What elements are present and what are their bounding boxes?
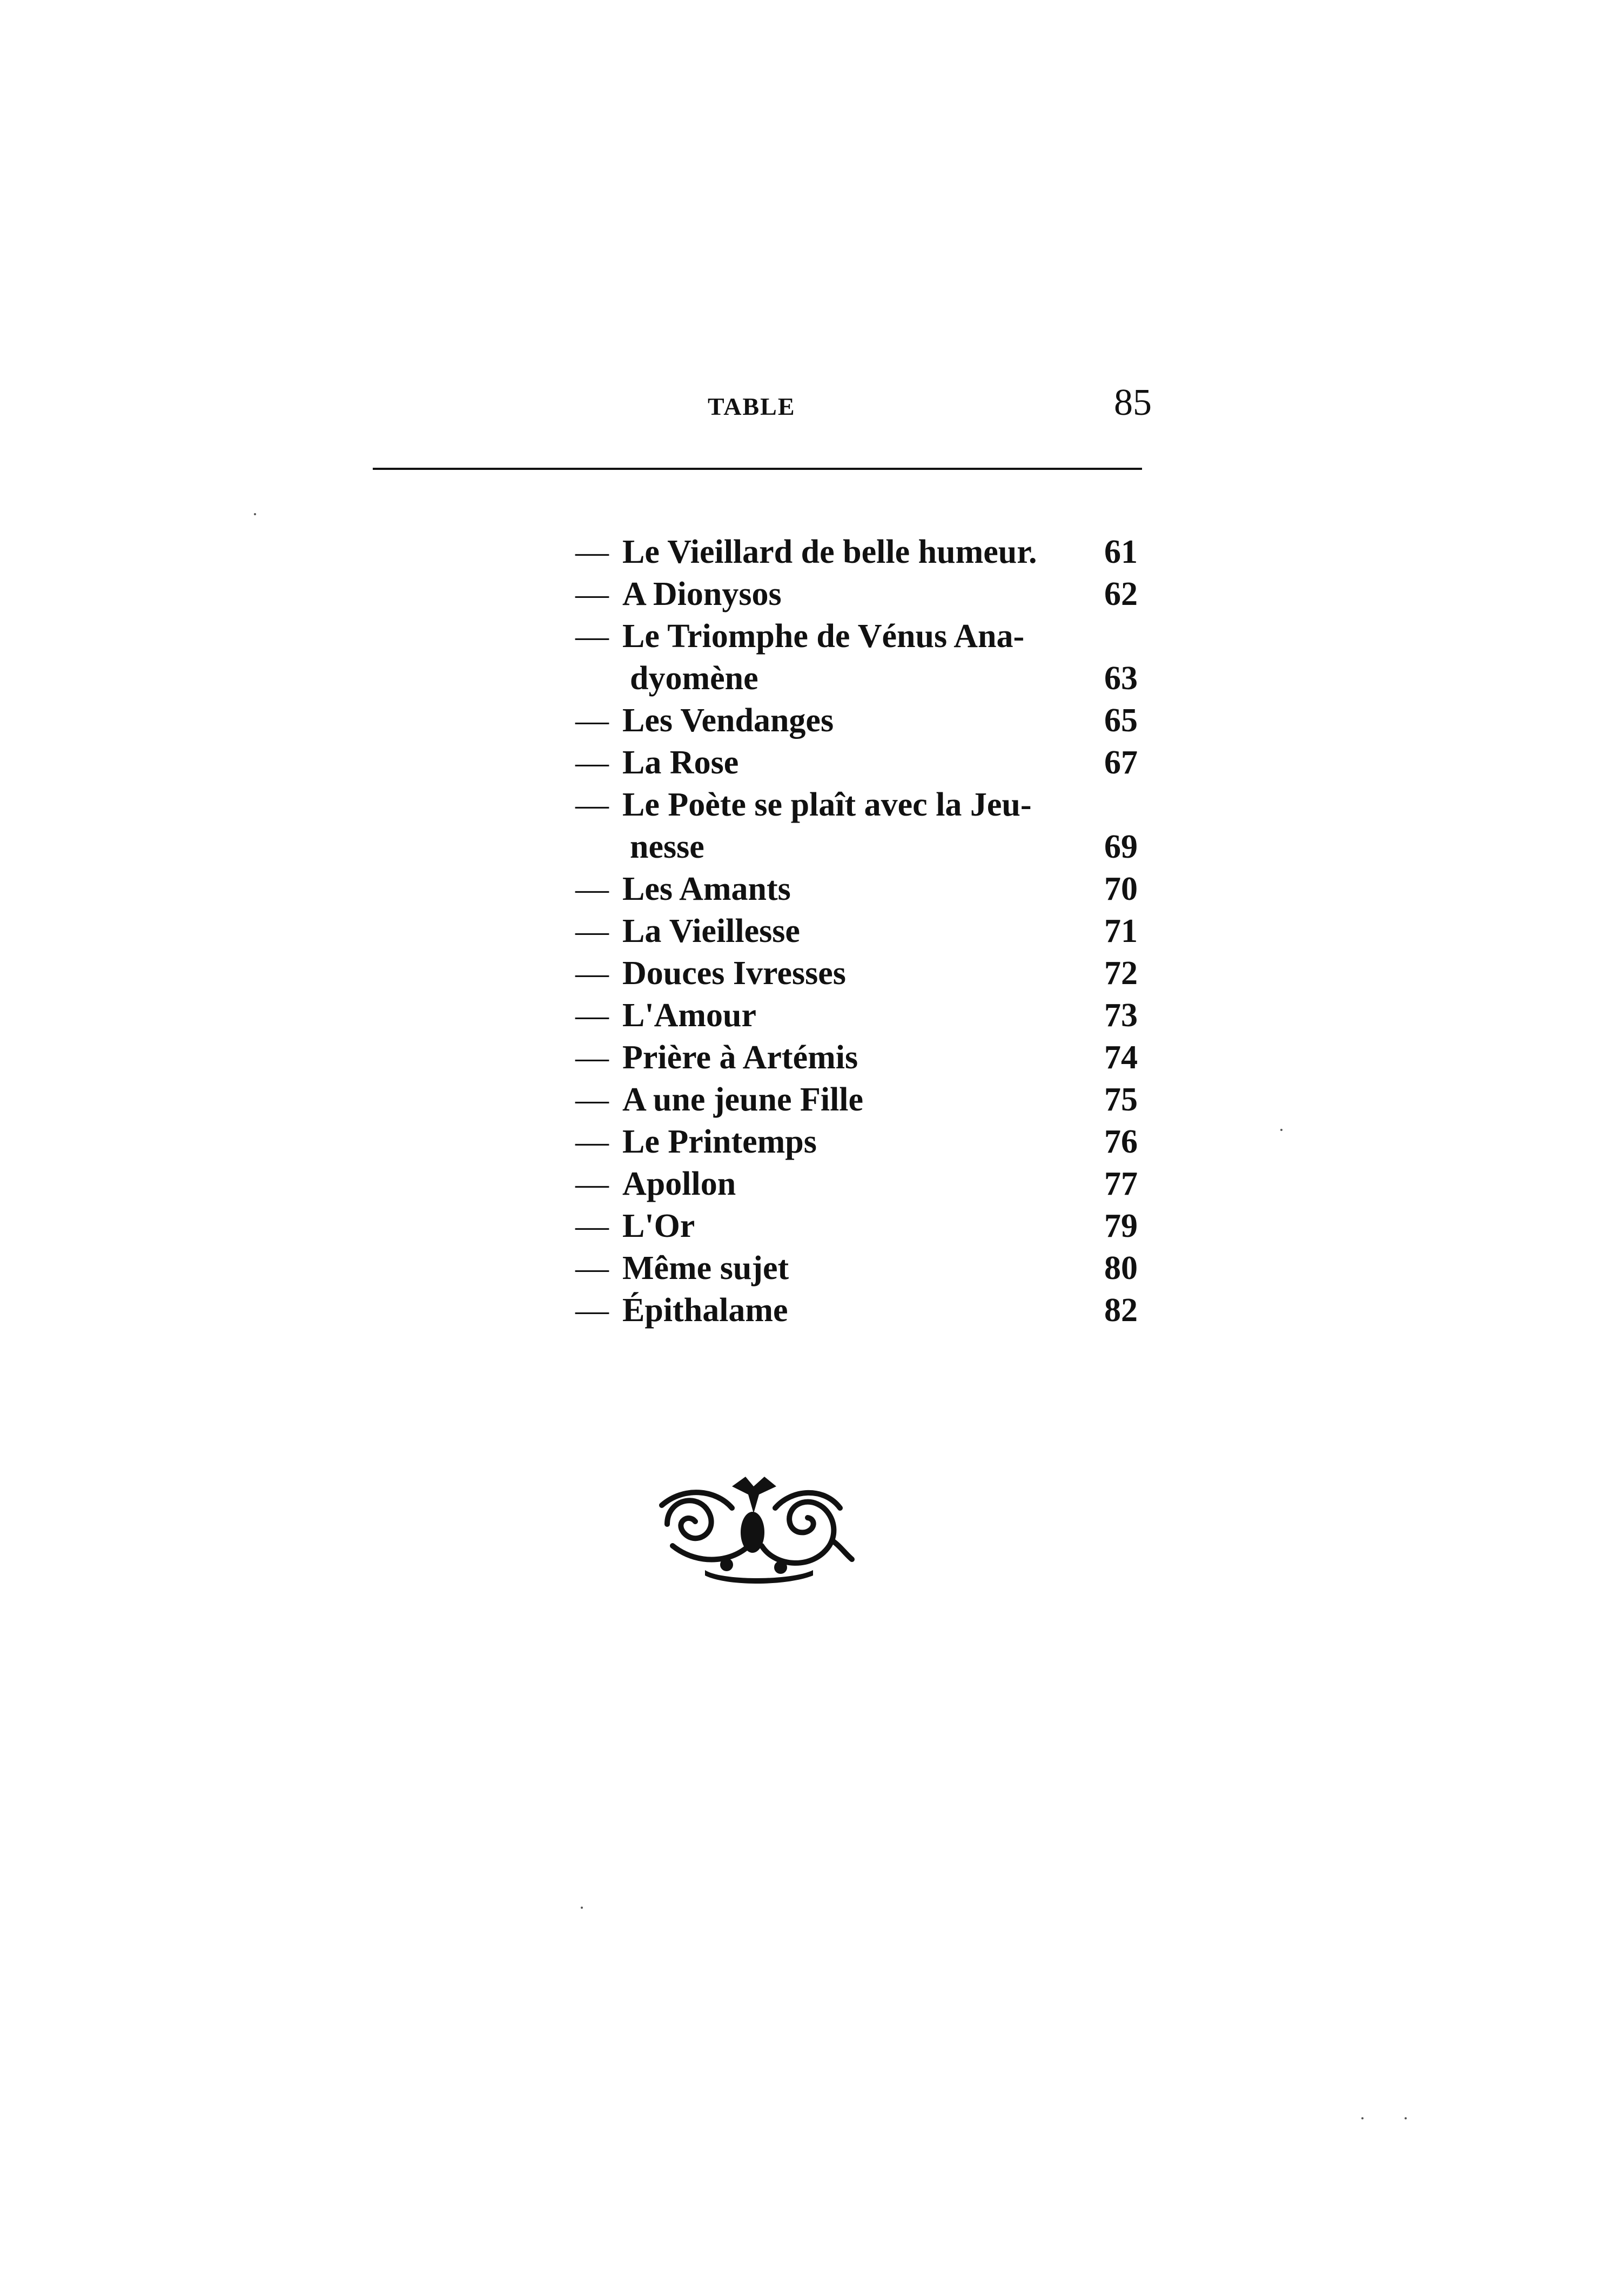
toc-title: Le Vieillard de belle humeur. bbox=[622, 534, 1037, 570]
header-rule bbox=[373, 468, 1142, 470]
toc-dash: — bbox=[575, 534, 609, 570]
toc-title: Épithalame bbox=[622, 1292, 788, 1329]
toc-title: L'Or bbox=[622, 1208, 695, 1244]
toc-title: Prière à Artémis bbox=[622, 1039, 858, 1076]
toc-title: La Vieillesse bbox=[622, 913, 800, 950]
toc-title: A Dionysos bbox=[622, 576, 782, 612]
toc-page-number: 67 bbox=[1104, 744, 1138, 781]
toc-dash: — bbox=[575, 1292, 609, 1329]
toc-title: Douces Ivresses bbox=[622, 955, 846, 992]
toc-dash: — bbox=[575, 1081, 609, 1118]
scan-speck bbox=[254, 513, 256, 515]
scroll-ornament-icon bbox=[651, 1465, 859, 1584]
toc-page-number: 69 bbox=[1104, 829, 1138, 865]
scan-speck bbox=[1280, 1129, 1282, 1131]
toc-title: Le Printemps bbox=[622, 1123, 817, 1160]
toc-dash: — bbox=[575, 955, 609, 992]
toc-dash: — bbox=[575, 1039, 609, 1076]
scan-speck bbox=[1405, 2117, 1407, 2119]
toc-dash: — bbox=[575, 618, 609, 655]
toc-title: Le Poète se plaît avec la Jeu- bbox=[622, 786, 1032, 823]
toc-page-number: 62 bbox=[1104, 576, 1138, 612]
toc-dash: — bbox=[575, 1123, 609, 1160]
toc-title: Apollon bbox=[622, 1166, 736, 1202]
toc-title: Le Triomphe de Vénus Ana- bbox=[622, 618, 1025, 655]
toc-page-number: 65 bbox=[1104, 702, 1138, 739]
scan-speck bbox=[1361, 2117, 1364, 2119]
toc-dash: — bbox=[575, 997, 609, 1034]
toc-dash: — bbox=[575, 744, 609, 781]
toc-page-number: 79 bbox=[1104, 1208, 1138, 1244]
toc-page-number: 71 bbox=[1104, 913, 1138, 950]
toc-page-number: 76 bbox=[1104, 1123, 1138, 1160]
toc-title: Même sujet bbox=[622, 1250, 789, 1287]
toc-title: dyomène bbox=[630, 660, 758, 697]
toc-title: L'Amour bbox=[622, 997, 756, 1034]
toc-dash: — bbox=[575, 1166, 609, 1202]
toc-dash: — bbox=[575, 702, 609, 739]
toc-title: Les Vendanges bbox=[622, 702, 834, 739]
toc-page-number: 80 bbox=[1104, 1250, 1138, 1287]
page-number: 85 bbox=[1114, 382, 1152, 423]
toc-dash: — bbox=[575, 576, 609, 612]
toc-page-number: 82 bbox=[1104, 1292, 1138, 1329]
toc-page-number: 72 bbox=[1104, 955, 1138, 992]
scan-speck bbox=[581, 1907, 583, 1909]
toc-page-number: 63 bbox=[1104, 660, 1138, 697]
toc-page-number: 70 bbox=[1104, 871, 1138, 907]
toc-title: A une jeune Fille bbox=[622, 1081, 864, 1118]
toc-page-number: 73 bbox=[1104, 997, 1138, 1034]
running-title: TABLE bbox=[708, 393, 796, 420]
toc-page-number: 77 bbox=[1104, 1166, 1138, 1202]
toc-dash: — bbox=[575, 1250, 609, 1287]
toc-title: La Rose bbox=[622, 744, 739, 781]
toc-title: nesse bbox=[630, 829, 704, 865]
toc-title: Les Amants bbox=[622, 871, 791, 907]
toc-dash: — bbox=[575, 871, 609, 907]
toc-page-number: 74 bbox=[1104, 1039, 1138, 1076]
toc-page-number: 75 bbox=[1104, 1081, 1138, 1118]
toc-dash: — bbox=[575, 913, 609, 950]
toc-page-number: 61 bbox=[1104, 534, 1138, 570]
toc-dash: — bbox=[575, 786, 609, 823]
toc-dash: — bbox=[575, 1208, 609, 1244]
